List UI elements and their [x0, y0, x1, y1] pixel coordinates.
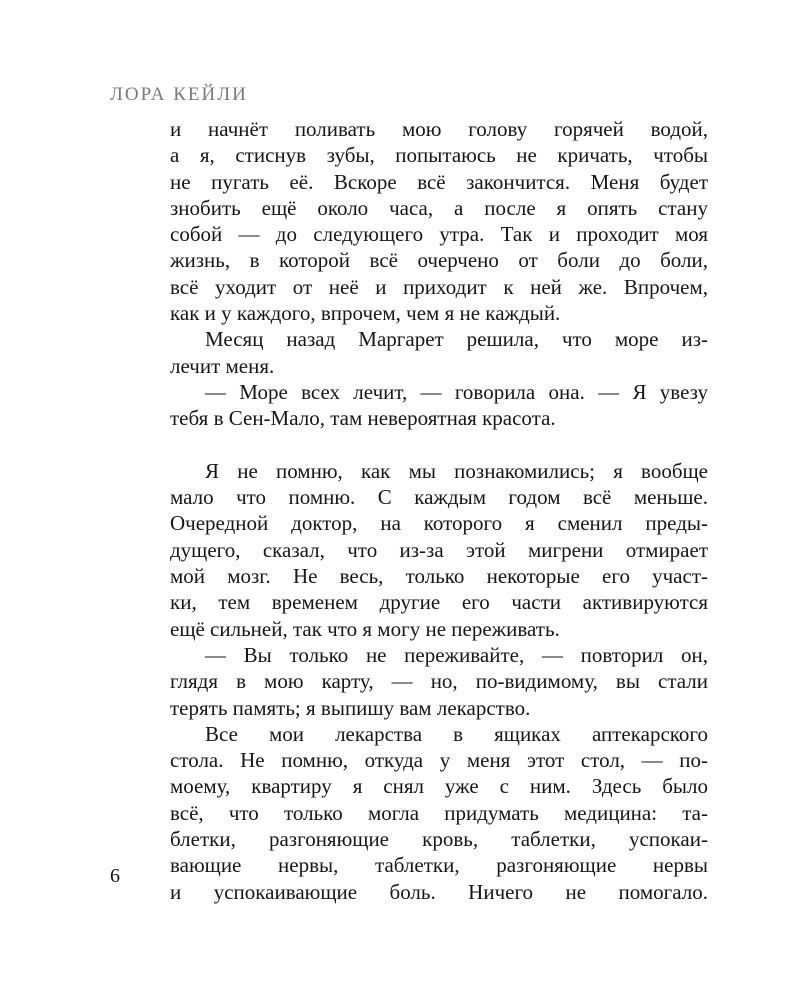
text-line: — Вы только не переживайте, — повторил он, — [205, 642, 708, 667]
text-line: Месяц назад Маргарет решила, что море из- — [205, 327, 708, 352]
text-line: и успокаивающие боль. Ничего не помогало. — [170, 879, 708, 904]
text-line: жизнь, в которой всё очерчено от боли до боли, — [170, 248, 708, 273]
text-line: всё, что только могла придумать медицина: та- — [170, 800, 708, 825]
running-head: ЛОРА КЕЙЛИ — [110, 84, 248, 105]
text-line: вающие нервы, таблетки, разгоняющие нервы — [170, 853, 708, 878]
text-line: не пугать её. Вскоре всё закончится. Меня будет — [170, 169, 708, 194]
text-line: стола. Не помню, откуда у меня этот стол, — по- — [170, 748, 708, 773]
text-line: — Море всех лечит, — говорила она. — Я увезу — [205, 379, 708, 404]
text-line: Я не помню, как мы познакомились; я вообще — [205, 458, 708, 483]
text-line: глядя в мою карту, — но, по-видимому, вы стали — [170, 669, 708, 694]
text-line: а я, стиснув зубы, попытаюсь не кричать, чтобы — [170, 143, 708, 168]
text-line: терять память; я выпишу вам лекарство. — [170, 695, 531, 720]
text-line: ки, тем временем другие его части активируются — [170, 590, 708, 615]
text-line: Очередной доктор, на которого я сменил преды- — [170, 511, 708, 536]
text-line: дущего, сказал, что из-за этой мигрени отмирает — [170, 537, 708, 562]
text-line: знобить ещё около часа, а после я опять стану — [170, 195, 708, 220]
text-line: Все мои лекарства в ящиках аптекарского — [205, 721, 708, 746]
section-break — [170, 432, 708, 458]
text-line: блетки, разгоняющие кровь, таблетки, успокаи- — [170, 827, 708, 852]
page-number: 6 — [110, 865, 120, 887]
text-line: тебя в Сен-Мало, там невероятная красота. — [170, 406, 556, 431]
body-text — [170, 116, 708, 905]
text-line: мой мозг. Не весь, только некоторые его участ- — [170, 564, 708, 589]
text-line: всё уходит от неё и приходит к ней же. Впрочем, — [170, 274, 708, 299]
text-line: собой — до следующего утра. Так и проходит моя — [170, 222, 708, 247]
text-line: ещё сильней, так что я могу не переживать. — [170, 616, 560, 641]
text-line: лечит меня. — [170, 353, 275, 378]
text-line: мало что помню. С каждым годом всё меньше. — [170, 485, 708, 510]
text-line: и начнёт поливать мою голову горячей водой, — [170, 117, 708, 141]
text-line: моему, квартиру я снял уже с ним. Здесь было — [170, 774, 708, 799]
text-line: как и у каждого, впрочем, чем я не каждый. — [170, 301, 561, 326]
